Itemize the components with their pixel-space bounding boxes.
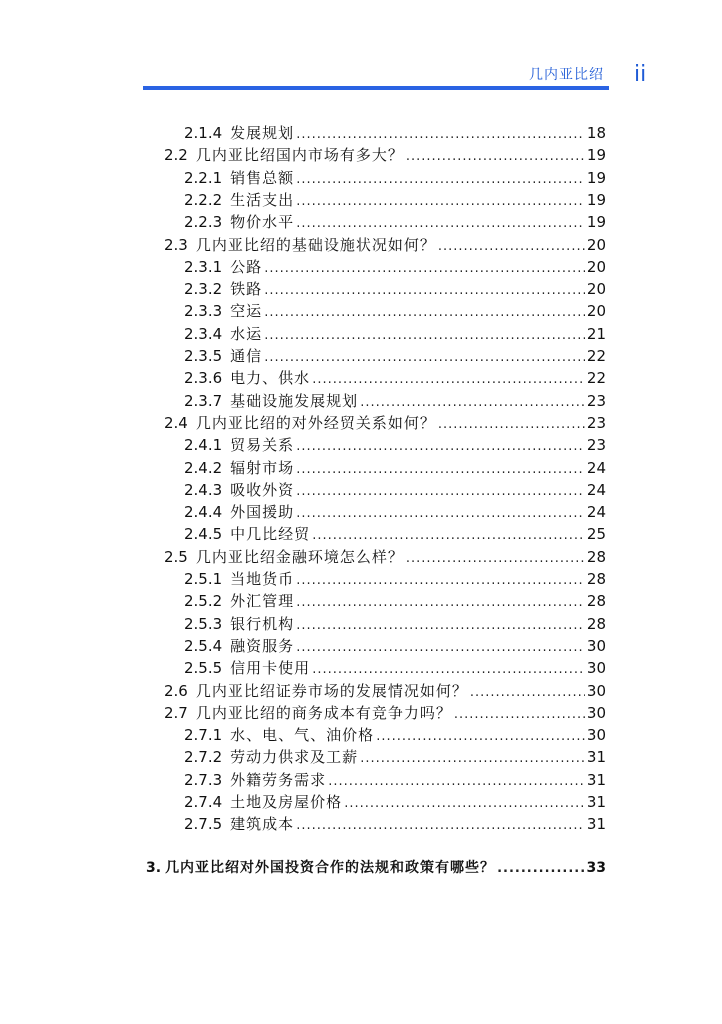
toc-entry-title: 几内亚比绍的基础设施状况如何？ <box>195 235 436 254</box>
toc-entry-title: 几内亚比绍的商务成本有竞争力吗？ <box>195 703 452 722</box>
toc-entry-number: 2.4.2 <box>184 458 223 477</box>
toc-entry-title: 土地及房屋价格 <box>230 793 343 811</box>
toc-entry-page: 23 <box>586 413 606 432</box>
toc-leader-dots <box>296 503 585 525</box>
toc-leader-dots <box>296 570 585 592</box>
toc-entry-number: 3. <box>146 860 162 876</box>
toc-leader-dots <box>360 748 585 770</box>
toc-entry-number: 2.5.1 <box>184 570 223 588</box>
toc-entry[interactable] <box>184 457 606 479</box>
toc-entry-title: 水运 <box>230 324 263 343</box>
toc-entry-number: 2.5.2 <box>184 592 223 611</box>
page-number: ii <box>634 62 647 87</box>
running-header-title: 几内亚比绍 <box>529 67 604 83</box>
toc-entry[interactable] <box>184 523 606 545</box>
toc-entry-title: 公路 <box>230 257 263 276</box>
toc-leader-dots <box>296 481 585 503</box>
toc-entry[interactable] <box>146 857 606 879</box>
toc-entry-title: 物价水平 <box>230 213 295 232</box>
toc-entry-title: 外国援助 <box>230 503 295 522</box>
toc-entry-title: 几内亚比绍证券市场的发展情况如何？ <box>195 681 468 700</box>
toc-entry-title: 发展规划 <box>230 124 295 142</box>
toc-entry[interactable] <box>184 613 606 635</box>
toc-entry-page: 19 <box>586 168 606 187</box>
toc-entry-title: 信用卡使用 <box>230 659 311 678</box>
toc-leader-dots <box>438 236 585 258</box>
toc-leader-dots <box>360 392 585 414</box>
toc-entry-title: 通信 <box>230 347 263 365</box>
toc-entry[interactable] <box>184 590 606 612</box>
toc-entry-title: 基础设施发展规划 <box>230 391 359 410</box>
toc-leader-dots <box>296 213 585 235</box>
toc-entry-page: 30 <box>586 659 606 678</box>
header-rule <box>143 86 609 90</box>
toc-leader-dots <box>296 169 585 191</box>
toc-leader-dots <box>264 258 585 280</box>
toc-entry-title: 外汇管理 <box>230 592 295 611</box>
toc-leader-dots <box>296 815 585 837</box>
toc-leader-dots <box>438 414 585 436</box>
toc-leader-dots <box>406 146 585 168</box>
toc-entry-number: 2.5.3 <box>184 614 223 633</box>
toc-entry[interactable] <box>184 769 606 791</box>
toc-entry-title: 销售总额 <box>230 168 295 187</box>
toc-entry-page: 30 <box>586 636 606 655</box>
toc-entry[interactable] <box>184 746 606 768</box>
toc-entry[interactable] <box>184 278 606 300</box>
toc-leader-dots <box>376 726 585 748</box>
toc-entry-title: 建筑成本 <box>230 815 295 834</box>
toc-entry-number: 2.2.3 <box>184 213 223 232</box>
toc-entry-title: 劳动力供求及工薪 <box>230 748 359 767</box>
toc-entry-number: 2.2.2 <box>184 190 223 209</box>
toc-entry-page: 18 <box>586 124 606 142</box>
toc-entry-page: 31 <box>586 770 606 789</box>
toc-entry-title: 外籍劳务需求 <box>230 770 327 789</box>
toc-entry[interactable] <box>164 680 606 702</box>
toc-entry-title: 生活支出 <box>230 190 295 209</box>
toc-entry-number: 2.3.3 <box>184 302 223 321</box>
toc-entry-number: 2.7.2 <box>184 748 223 767</box>
toc-entry-number: 2.2.1 <box>184 168 223 187</box>
toc-leader-dots <box>296 191 585 213</box>
toc-entry[interactable] <box>164 702 606 724</box>
toc-leader-dots <box>264 302 585 324</box>
toc-leader-dots <box>296 124 585 146</box>
toc-leader-dots <box>296 637 585 659</box>
toc-entry-number: 2.3.6 <box>184 369 223 388</box>
toc-entry-title: 空运 <box>230 302 263 321</box>
toc-entry-number: 2.4.1 <box>184 436 223 455</box>
toc-entry-number: 2.4.5 <box>184 525 223 544</box>
toc-leader-dots <box>497 858 584 880</box>
toc-entry-number: 2.3 <box>164 235 188 254</box>
toc-entry[interactable] <box>184 434 606 456</box>
toc-leader-dots <box>328 771 585 793</box>
toc-entry-number: 2.7.3 <box>184 770 223 789</box>
toc-entry[interactable] <box>184 256 606 278</box>
toc-entry-page: 30 <box>586 726 606 745</box>
toc-entry-page: 31 <box>586 748 606 767</box>
toc-entry[interactable] <box>184 724 606 746</box>
toc-entry[interactable] <box>164 234 606 256</box>
toc-leader-dots <box>296 615 585 637</box>
toc-entry[interactable] <box>184 167 606 189</box>
toc-entry[interactable] <box>184 479 606 501</box>
toc-entry-page: 31 <box>586 815 606 834</box>
toc-entry-page: 28 <box>586 614 606 633</box>
toc-entry[interactable] <box>184 813 606 835</box>
toc-entry[interactable] <box>184 367 606 389</box>
toc-entry[interactable] <box>184 568 606 590</box>
toc-entry-title: 当地货币 <box>230 570 295 588</box>
toc-entry-number: 2.3.1 <box>184 257 223 276</box>
toc-leader-dots <box>296 436 585 458</box>
toc-entry[interactable] <box>184 390 606 412</box>
toc-entry-page: 30 <box>586 681 606 700</box>
toc-entry-page: 24 <box>586 480 606 499</box>
toc-entry[interactable] <box>184 657 606 679</box>
toc-entry-page: 19 <box>586 146 606 165</box>
toc-entry-page: 24 <box>586 503 606 522</box>
toc-entry[interactable] <box>184 300 606 322</box>
toc-entry-page: 23 <box>586 391 606 410</box>
toc-entry-number: 2.7 <box>164 703 188 722</box>
toc-entry-number: 2.7.1 <box>184 726 223 745</box>
toc-entry-title: 铁路 <box>230 280 263 299</box>
toc-entry-page: 19 <box>586 213 606 232</box>
toc-leader-dots <box>296 459 585 481</box>
toc-entry-page: 33 <box>586 860 606 876</box>
toc-entry[interactable] <box>164 412 606 434</box>
toc-entry-page: 30 <box>586 703 606 722</box>
toc-entry-page: 22 <box>586 369 606 388</box>
toc-entry-page: 20 <box>586 257 606 276</box>
toc-entry-title: 几内亚比绍的对外经贸关系如何？ <box>195 413 436 432</box>
toc-entry-title: 融资服务 <box>230 636 295 655</box>
toc-entry[interactable] <box>184 345 606 367</box>
toc-entry-title: 电力、供水 <box>230 369 311 388</box>
toc-entry-number: 2.4.4 <box>184 503 223 522</box>
toc-entry[interactable] <box>184 635 606 657</box>
toc-entry-number: 2.3.2 <box>184 280 223 299</box>
toc-entry[interactable] <box>184 501 606 523</box>
toc-entry-number: 2.3.4 <box>184 324 223 343</box>
toc-entry-page: 28 <box>586 547 606 566</box>
toc-entry-title: 辐射市场 <box>230 458 295 477</box>
toc-entry-number: 2.5.5 <box>184 659 223 678</box>
toc-entry-page: 21 <box>586 324 606 343</box>
toc-leader-dots <box>264 347 585 369</box>
toc-leader-dots <box>470 682 585 704</box>
toc-leader-dots <box>454 704 585 726</box>
toc-leader-dots <box>264 325 585 347</box>
toc-leader-dots <box>296 592 585 614</box>
toc-entry-number: 2.7.5 <box>184 815 223 834</box>
toc-entry[interactable] <box>164 546 606 568</box>
toc-entry-page: 25 <box>586 525 606 544</box>
toc-entry-title: 中几比经贸 <box>230 525 311 544</box>
toc-entry-title: 几内亚比绍对外国投资合作的法规和政策有哪些？ <box>165 860 496 876</box>
toc-entry-title: 几内亚比绍金融环境怎么样？ <box>195 547 404 566</box>
toc-entry[interactable] <box>184 122 606 144</box>
toc-entry[interactable] <box>184 189 606 211</box>
toc-entry-number: 2.1.4 <box>184 124 223 142</box>
toc-entry-page: 28 <box>586 570 606 588</box>
toc-leader-dots <box>312 525 585 547</box>
toc-entry-number: 2.7.4 <box>184 793 223 811</box>
toc-entry[interactable] <box>184 211 606 233</box>
toc-entry-page: 20 <box>586 280 606 299</box>
toc-entry-number: 2.4 <box>164 413 188 432</box>
toc-entry-page: 19 <box>586 190 606 209</box>
toc-entry-title: 贸易关系 <box>230 436 295 455</box>
toc-entry-number: 2.3.5 <box>184 347 223 365</box>
toc-entry-page: 23 <box>586 436 606 455</box>
toc-entry-title: 银行机构 <box>230 614 295 633</box>
toc-entry-title: 几内亚比绍国内市场有多大？ <box>195 146 404 165</box>
toc-entry-number: 2.4.3 <box>184 480 223 499</box>
toc-entry-page: 31 <box>586 793 606 811</box>
toc-entry-page: 22 <box>586 347 606 365</box>
toc-entry-page: 20 <box>586 302 606 321</box>
toc-entry-title: 吸收外资 <box>230 480 295 499</box>
toc-leader-dots <box>344 793 585 815</box>
toc-entry-number: 2.5 <box>164 547 188 566</box>
toc-entry-page: 28 <box>586 592 606 611</box>
toc-entry-number: 2.5.4 <box>184 636 223 655</box>
toc-leader-dots <box>264 280 585 302</box>
toc-entry-number: 2.2 <box>164 146 188 165</box>
toc-entry-page: 24 <box>586 458 606 477</box>
toc-entry-number: 2.3.7 <box>184 391 223 410</box>
toc-leader-dots <box>312 369 585 391</box>
toc-entry-page: 20 <box>586 235 606 254</box>
toc-entry-title: 水、电、气、油价格 <box>230 726 375 745</box>
toc-entry[interactable] <box>184 791 606 813</box>
toc-entry[interactable] <box>164 144 606 166</box>
toc-entry[interactable] <box>184 323 606 345</box>
toc-leader-dots <box>312 659 585 681</box>
toc-entry-number: 2.6 <box>164 681 188 700</box>
toc-leader-dots <box>406 548 585 570</box>
